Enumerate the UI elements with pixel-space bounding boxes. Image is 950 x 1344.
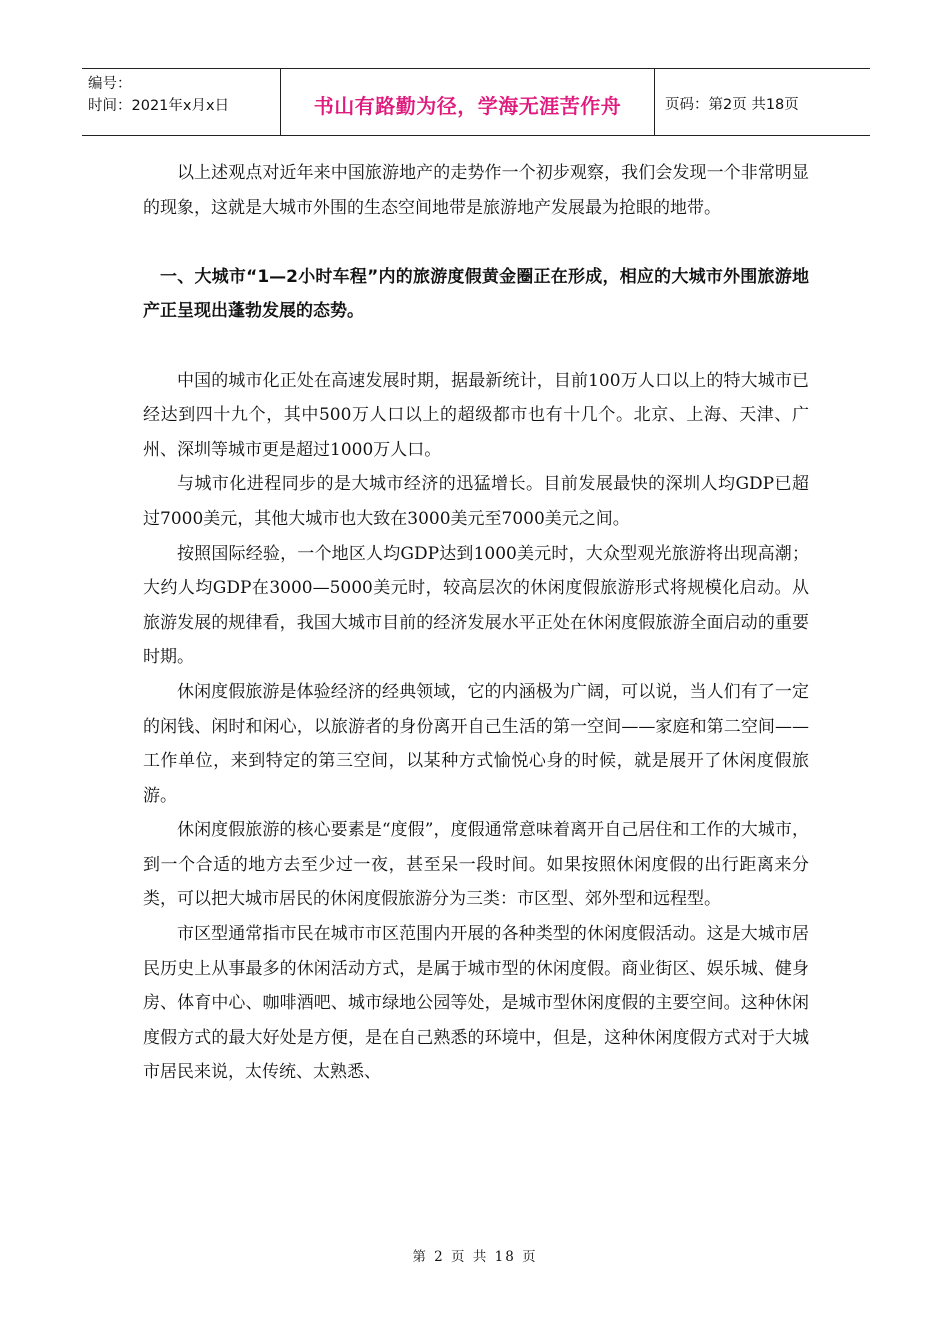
intro-paragraph: 以上述观点对近年来中国旅游地产的走势作一个初步观察，我们会发现一个非常明显的现象，这就是大城市外围的生态空间地带是旅游地产发展最为抢眼的地带。: [143, 163, 809, 218]
document-body: [143, 156, 809, 1090]
body-paragraph: 市区型通常指市民在城市市区范围内开展的各种类型的休闲度假活动。这是大城市居民历史上从事最多的休闲活动方式，是属于城市型的休闲度假。商业街区、娱乐城、健身房、体育中心、咖啡酒吧、城市绿地公园等处，是城市型休闲度假的主要空间。这种休闲度假方式的最大好处是方便，是在自己熟悉的环境中，但是，这种休闲度假方式对于大城市居民来说，太传统、太熟悉、: [143, 924, 809, 1083]
header-meta: [82, 69, 281, 135]
body-paragraph: 休闲度假旅游是体验经济的经典领域，它的内涵极为广阔，可以说，当人们有了一定的闲钱、闲时和闲心，以旅游者的身份离开自己生活的第一空间——家庭和第二空间——工作单位，来到特定的第三空间，以某种方式愉悦心身的时候，就是展开了休闲度假旅游。: [143, 681, 809, 806]
spacer: [143, 225, 809, 260]
spacer: [143, 329, 809, 364]
body-paragraph: 中国的城市化正处在高速发展时期，据最新统计，目前100万人口以上的特大城市已经达到四十九个，其中500万人口以上的超级都市也有十几个。北京、上海、天津、广州、深圳等城市更是超过1000万人口。: [143, 370, 809, 460]
section-heading: 一、大城市“1—2小时车程”内的旅游度假黄金圈正在形成，相应的大城市外围旅游地产正呈现出蓬勃发展的态势。: [143, 266, 809, 322]
header-page-info-cell: [655, 69, 870, 135]
body-paragraph: 休闲度假旅游的核心要素是“度假”，度假通常意味着离开自己居住和工作的大城市，到一个合适的地方去至少过一夜，甚至呆一段时间。如果按照休闲度假的出行距离来分类，可以把大城市居民的休闲度假旅游分为三类：市区型、郊外型和远程型。: [143, 820, 809, 910]
document-number-label: 编号：: [88, 76, 132, 92]
header-motto: 书山有路勤为径，学海无涯苦作舟: [313, 93, 622, 118]
body-paragraph: 按照国际经验，一个地区人均GDP达到1000美元时，大众型观光旅游将出现高潮；大约人均GDP在3000—5000美元时，较高层次的休闲度假旅游形式将规模化启动。从旅游发展的规律看，我国大城市目前的经济发展水平正处在休闲度假旅游全面启动的重要时期。: [143, 543, 809, 668]
body-paragraph: 与城市化进程同步的是大城市经济的迅猛增长。目前发展最快的深圳人均GDP已超过7000美元，其他大城市也大致在3000美元至7000美元之间。: [143, 474, 809, 529]
page-header: [82, 68, 870, 136]
header-page-info: 页码：第2页 共18页: [665, 96, 799, 113]
document-date: 时间：2021年x月x日: [88, 98, 230, 114]
header-motto-cell: [281, 69, 655, 135]
page-footer: 第 2 页 共 18 页: [412, 1249, 538, 1265]
